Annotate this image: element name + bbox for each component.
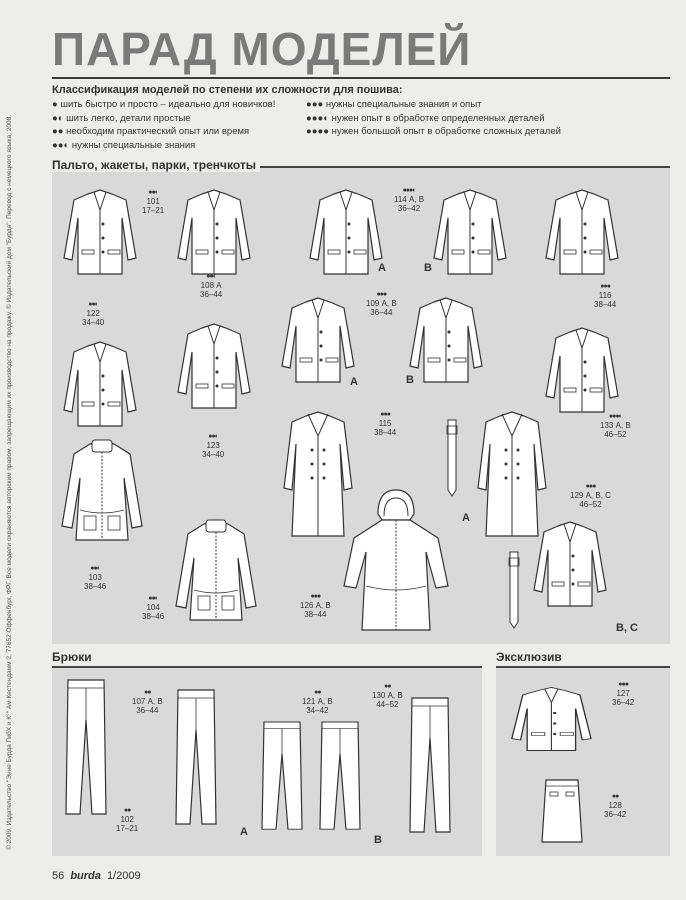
page-number: 56 [52,870,65,882]
title-rule [52,77,670,79]
model-code-121: ●● 121 А, В 34–42 [302,689,333,715]
variant-label-a: А [240,826,248,838]
model-code-128: ●● 128 36–42 [604,793,627,819]
legend-heading: Классификация моделей по степени их сложности для пошива: [52,84,403,96]
model-code-129: ●●● 129 А, В, С 46–52 [570,483,611,509]
garment-123 [180,322,260,422]
garment-116 [548,188,628,288]
legend-text: нужны специальные знания [71,139,196,151]
garment-128 [540,780,590,850]
difficulty-dots: ●● [52,126,64,137]
section-title-exclusive: Эксклюзив [496,650,566,664]
legend-text: нужен опыт в обработке определенных деталей [331,112,545,124]
model-code-123: ●●◐ 123 34–40 [202,433,225,459]
garment-122 [66,340,146,440]
difficulty-dots: ● [52,99,58,110]
model-code-133: ●●●◐ 133 А, В 46–52 [600,413,631,439]
model-code-130: ●● 130 А, В 44–52 [372,683,403,709]
legend-item [306,112,561,126]
garment-121b [320,722,364,862]
section-title-coats: Пальто, жакеты, парки, тренчкоты [52,158,260,172]
model-code-102: ●● 102 17–21 [116,807,139,833]
garment-103 [66,440,156,550]
variant-label-b: В [424,262,432,274]
legend-right [306,98,561,139]
difficulty-dots: ●●◐ [52,139,70,151]
legend-text: нужен большой опыт в обработке сложных деталей [331,126,561,137]
model-code-107: ●● 107 А, В 36–44 [132,689,163,715]
brand-logo: burda [70,870,101,882]
model-code-126: ●●● 126 А, В 38–44 [300,593,331,619]
garment-121a [262,722,306,862]
legend-item [52,125,275,139]
legend-text: нужны специальные знания и опыт [325,99,482,110]
garment-102 [66,680,110,820]
model-code-109: ●●● 109 А, В 36–44 [366,291,397,317]
variant-label-a: А [378,262,386,274]
copyright-credit: © 2009, Издательство "Энне Бурда ГмбХ и К°" Ам Кестендамм 2, 77652 Оффенбург, ФРГ. Все модели охраняются авторским правом, запрещающим их производство на продажу. © Издательский дом "Бурда". Перевод с немецкого языка, 2008. [6,115,13,850]
legend-item [306,98,561,112]
variant-label-b: В [374,834,382,846]
legend-text: шить легко, детали простые [66,112,191,124]
garment-101 [66,188,146,288]
legend-item [306,125,561,139]
model-code-114: ●●●◐ 114 А, В 36–42 [394,187,425,213]
model-code-104: ●●◐ 104 38–46 [142,595,165,621]
section-title-trousers: Брюки [52,650,96,664]
variant-label-a: А [350,376,358,388]
garment-127 [514,686,594,786]
garment-133 [548,326,628,426]
belt-icon [508,552,522,632]
garment-130 [410,698,454,838]
model-code-103: ●●◐ 103 38–46 [84,565,107,591]
garment-107 [176,690,220,830]
legend-text: шить быстро и просто – идеально для новичков! [60,99,276,110]
model-code-127: ●●● 127 36–42 [612,681,635,707]
difficulty-dots: ●●●● [306,126,329,137]
variant-label-bc: В, С [616,622,638,634]
garment-109b [412,296,492,396]
legend-item [52,98,275,112]
page-title: ПАРАД МОДЕЛЕЙ [52,23,472,75]
legend-left [52,98,275,152]
model-code-122: ●●◐ 122 34–40 [82,301,105,327]
difficulty-dots: ●●●◐ [306,112,329,124]
variant-label-b: В [406,374,414,386]
belt-icon [446,420,460,500]
garment-104 [180,520,270,630]
issue-number: 1/2009 [106,870,141,882]
model-code-115: ●●● 115 38–44 [374,411,397,437]
garment-129bc [536,520,616,620]
legend-item [52,112,275,126]
legend-item [52,139,275,153]
model-code-101: ●●◐ 101 17–21 [142,189,165,215]
variant-label-a: А [462,512,470,524]
garment-114b [436,188,516,288]
model-code-108: ●●◐ 108 А 36–44 [200,273,223,299]
legend-text: необходим практический опыт или время [66,126,250,137]
garment-126 [348,490,458,640]
difficulty-dots: ●◐ [52,112,64,124]
difficulty-dots: ●●● [306,99,324,110]
model-code-116: ●●● 116 38–44 [594,283,617,309]
page-footer [52,870,141,882]
